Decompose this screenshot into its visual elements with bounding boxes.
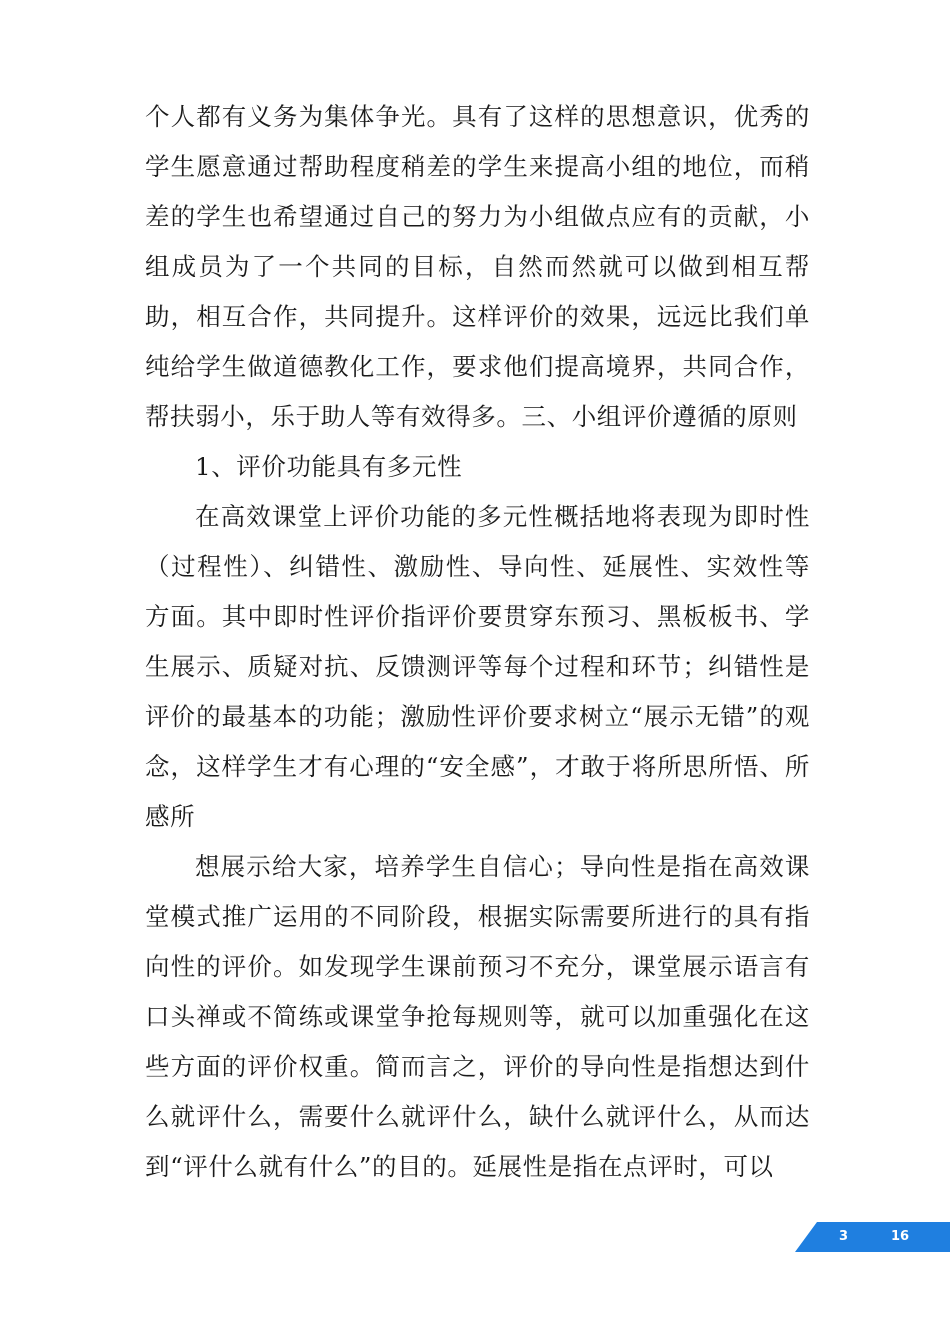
document-body (145, 92, 810, 1192)
page-number-badge (795, 1222, 950, 1252)
paragraph-1: 个人都有义务为集体争光。具有了这样的思想意识，优秀的学生愿意通过帮助程度稍差的学生来提高小组的地位，而稍差的学生也希望通过自己的努力为小组做点应有的贡献，小组成员为了一个共同的目标，自然而然就可以做到相互帮助，相互合作，共同提升。这样评价的效果，远远比我们单纯给学生做道德教化工作，要求他们提高境界，共同合作，帮扶弱小，乐于助人等有效得多。三、小组评价遵循的原则 (145, 102, 810, 431)
paragraph-4: 想展示给大家，培养学生自信心；导向性是指在高效课堂模式推广运用的不同阶段，根据实际需要所进行的具有指向性的评价。如发现学生课前预习不充分，课堂展示语言有口头禅或不简练或课堂争抢每规则等，就可以加重强化在这些方面的评价权重。简而言之，评价的导向性是指想达到什么就评什么，需要什么就评什么，缺什么就评什么，从而达到“评什么就有什么”的目的。延展性是指在点评时，可以 (145, 852, 810, 1181)
page-badge-shape (795, 1222, 950, 1252)
total-pages-number: 16 (891, 1229, 910, 1244)
paragraph-2-heading: 1、评价功能具有多元性 (195, 452, 463, 481)
paragraph-3: 在高效课堂上评价功能的多元性概括地将表现为即时性（过程性）、纠错性、激励性、导向性、延展性、实效性等方面。其中即时性评价指评价要贯穿东预习、黑板板书、学生展示、质疑对抗、反馈测评等每个过程和环节；纠错性是评价的最基本的功能；激励性评价要求树立“展示无错”的观念，这样学生才有心理的“安全感”，才敢于将所思所悟、所感所 (145, 502, 810, 831)
current-page-number: 3 (839, 1229, 849, 1244)
